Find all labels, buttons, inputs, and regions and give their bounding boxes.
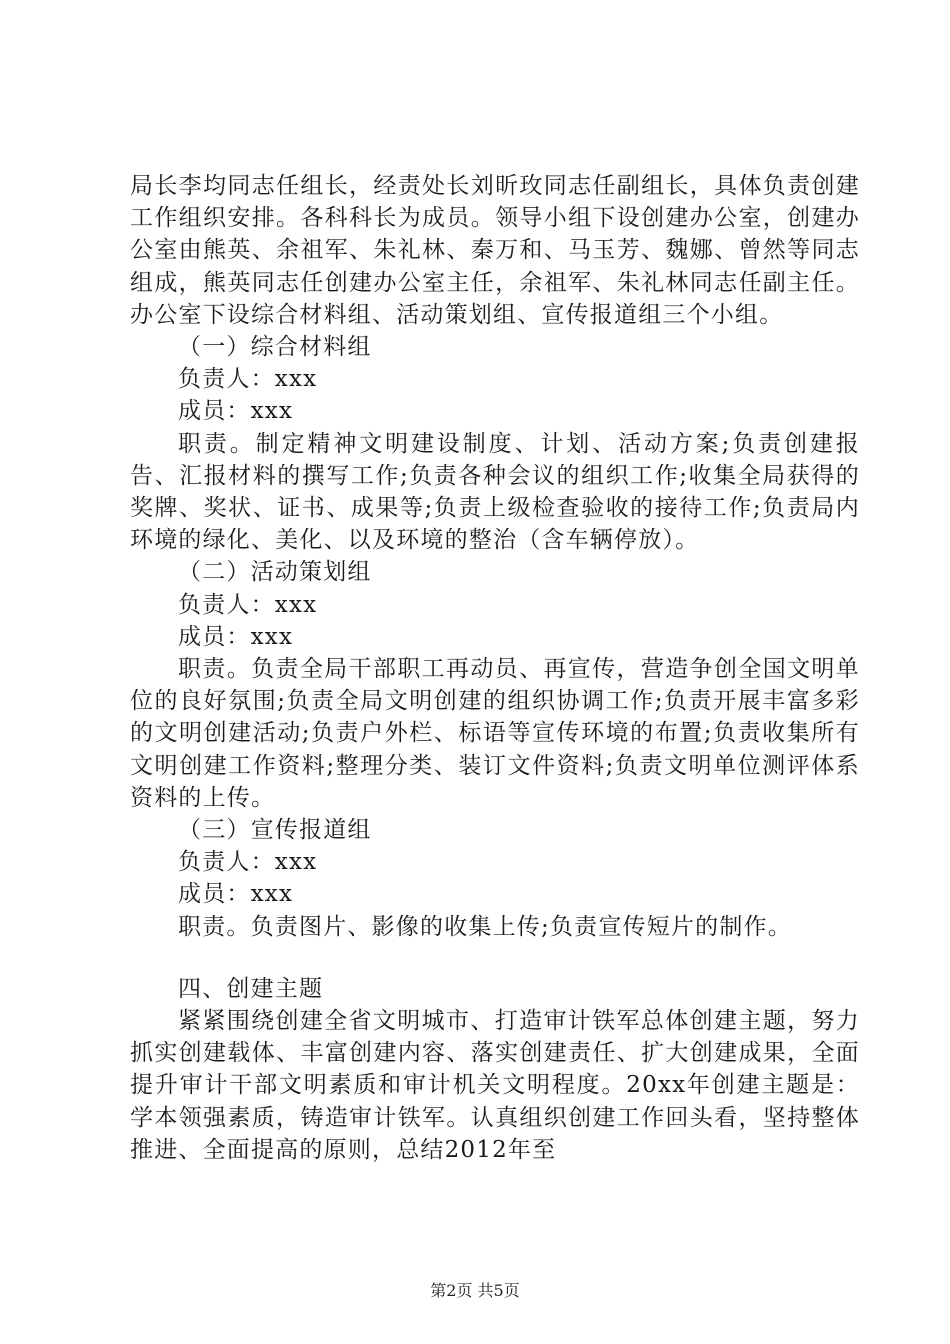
publicity-group-leader: 负责人：xxx bbox=[178, 849, 318, 876]
section-heading-publicity-group: （三）宣传报道组 bbox=[178, 817, 372, 844]
page-footer: 第2页 共5页 bbox=[430, 1281, 520, 1300]
section-heading-materials-group: （一）综合材料组 bbox=[178, 334, 372, 361]
paragraph-leadership: 局长李均同志任组长，经责处长刘昕玫同志任副组长，具体负责创建工作组织安排。各科科长为成员。领导小组下设创建办公室，创建办公室由熊英、余祖军、朱礼林、秦万和、马玉芳、魏娜、曾然等同志组成，熊英同志任创建办公室主任，余祖军、朱礼林同志任副主任。办公室下设综合材料组、活动策划组、宣传报道组三个小组。 bbox=[130, 173, 860, 328]
activity-group-members: 成员：xxx bbox=[178, 623, 294, 650]
document-body bbox=[130, 170, 860, 1166]
activity-group-duties: 职责。负责全局干部职工再动员、再宣传，营造争创全国文明单位的良好氛围;负责全局文明创建的组织协调工作;负责开展丰富多彩的文明创建活动;负责户外栏、标语等宣传环境的布置;负责收集所有文明创建工作资料;整理分类、装订文件资料;负责文明单位测评体系资料的上传。 bbox=[130, 656, 860, 811]
publicity-group-duties: 职责。负责图片、影像的收集上传;负责宣传短片的制作。 bbox=[178, 913, 792, 940]
materials-group-members: 成员：xxx bbox=[178, 398, 294, 425]
materials-group-leader: 负责人：xxx bbox=[178, 366, 318, 393]
paragraph-gap bbox=[130, 943, 860, 973]
section-heading-theme: 四、创建主题 bbox=[178, 975, 324, 1002]
publicity-group-members: 成员：xxx bbox=[178, 881, 294, 908]
materials-group-duties: 职责。制定精神文明建设制度、计划、活动方案;负责创建报告、汇报材料的撰写工作;负责各种会议的组织工作;收集全局获得的奖牌、奖状、证书、成果等;负责上级检查验收的接待工作;负责局内环境的绿化、美化、以及环境的整治（含车辆停放）。 bbox=[130, 430, 860, 554]
section-heading-activity-group: （二）活动策划组 bbox=[178, 559, 372, 586]
paragraph-theme: 紧紧围绕创建全省文明城市、打造审计铁军总体创建主题，努力抓实创建载体、丰富创建内容、落实创建责任、扩大创建成果，全面提升审计干部文明素质和审计机关文明程度。20xx年创建主题是：学本领强素质，铸造审计铁军。认真组织创建工作回头看，坚持整体推进、全面提高的原则，总结2012年至 bbox=[130, 1008, 860, 1163]
activity-group-leader: 负责人：xxx bbox=[178, 591, 318, 618]
